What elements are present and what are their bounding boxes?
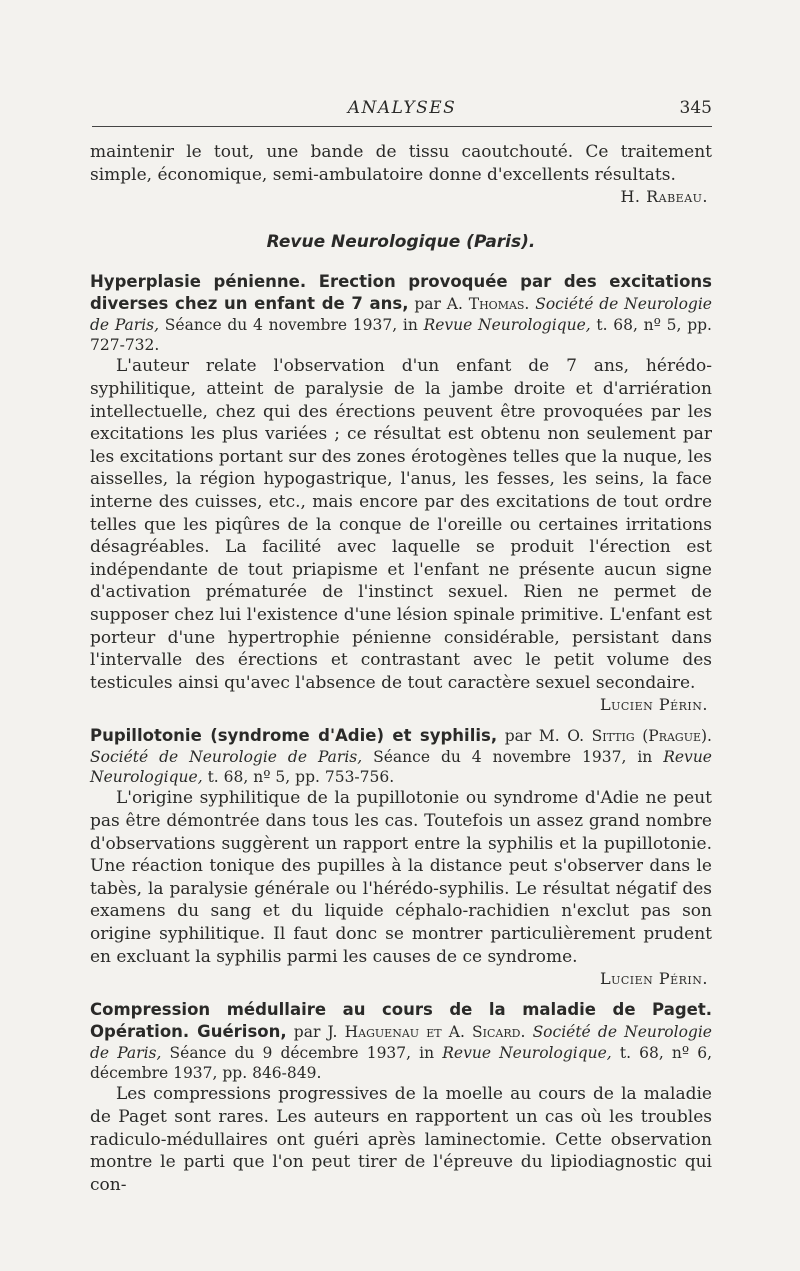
article-2-body: L'origine syphilitique de la pupillotonie ou syndrome d'Adie ne peut pas être démontrée dans tous les cas. Toutefois un assez grand nombre d'observations suggèrent un rapport entre la syphilis et la pupillotonie. Une réaction tonique des pupilles à la distance peut s'observer dans le tabès, la paralysie générale ou l'hérédo-syphilis. Le résultat négatif des examens du sang et du liquide céphalo-rachidien n'exclut pas son origine syphilitique. Il faut donc se montrer particulièrement prudent en excluant la syphilis parmi les causes de ce syndrome. [90,788,712,967]
article-1-author-prefix: par [414,294,441,313]
page-content [90,141,712,1196]
intro-paragraph: maintenir le tout, une bande de tissu caoutchouté. Ce traitement simple, économique, semi-ambulatoire donne d'excellents résultats. [90,142,712,185]
running-title: ANALYSES [347,98,457,118]
article-1-signature: Lucien Périn. [599,695,708,715]
article-3-ref: t. 68, nº 6, décembre 1937, pp. 846-849. [90,1043,713,1083]
article-1-ref: t. 68, nº 5, pp. 727-732. [90,315,712,355]
article-1-heading [90,271,712,356]
article-1-title: Hyperplasie pénienne. Erection provoquée par des excitations diverses chez un enfant de 7 ans, [90,271,712,313]
article-2-society: Société de Neurologie de Paris, [90,747,363,766]
article-2-author-prefix: par [504,726,532,745]
page-number: 345 [679,98,712,118]
article-1-author: A. Thomas. [446,294,530,313]
article-2-title: Pupillotonie (syndrome d'Adie) et syphilis, [90,725,498,745]
article-3-author: J. Haguenau et A. Sicard. [327,1022,526,1041]
article-1-society: Société de Neurologie de Paris, [90,294,712,334]
article-3-society: Société de Neurologie de Paris, [90,1022,712,1062]
header-rule [92,126,712,127]
article-3-heading [90,999,712,1084]
article-1-journal: Revue Neurologique, [423,315,591,334]
article-2-signature: Lucien Périn. [599,969,708,989]
article-2-ref: t. 68, nº 5, pp. 753-756. [207,768,395,787]
article-3-journal: Revue Neurologique, [442,1043,612,1062]
article-3-author-prefix: par [293,1022,321,1041]
article-3 [90,999,712,1197]
article-1 [90,271,712,717]
running-header [92,98,712,128]
article-2-heading [90,725,712,788]
article-2 [90,725,712,991]
article-3-body: Les compressions progressives de la moelle au cours de la maladie de Paget sont rares. Les auteurs en rapportent un cas où les troubles radiculo-médullaires ont guéri après laminectomie. Cette observation montre le parti que l'on peut tirer de l'épreuve du lipiodiagnostic qui con- [90,1084,712,1195]
article-3-title: Compression médullaire au cours de la maladie de Paget. Opération. Guérison, [90,999,712,1041]
article-1-session: Séance du 4 novembre 1937, in [164,315,418,334]
journal-heading: Revue Neurologique (Paris). [266,231,536,252]
intro-signature: H. Rabeau. [620,187,708,207]
article-1-body: L'auteur relate l'observation d'un enfant de 7 ans, hérédo-syphilitique, atteint de paralysie de la jambe droite et d'arriération intellectuelle, chez qui des érections peuvent être provoquées par les excitations les plus variées ; ce résultat est obtenu non seulement par les excitations portant sur des zones érotogènes telles que la nuque, les aisselles, la région hypogastrique, l'anus, les fesses, les seins, la face interne des cuisses, etc., mais encore par des excitations de tout ordre telles que les piqûres de la conque de l'oreille ou certaines irritations désagréables. La facilité avec laquelle se produit l'érection est indépendante de tout priapisme et l'enfant ne présente aucun signe d'activation prématurée de l'instinct sexuel. Rien ne permet de supposer chez lui l'existence d'une lésion spinale primitive. L'enfant est porteur d'une hypertrophie pénienne considérable, persistant dans l'intervalle des érections et contrastant avec le petit volume des testicules ainsi qu'avec l'absence de tout caractère sexuel secondaire. [90,356,712,693]
article-2-session: Séance du 4 novembre 1937, in [373,747,653,766]
article-3-session: Séance du 9 décembre 1937, in [169,1043,435,1062]
article-2-journal: Revue Neurologique, [90,747,712,787]
article-2-author: M. O. Sittig (Prague). [538,726,712,745]
